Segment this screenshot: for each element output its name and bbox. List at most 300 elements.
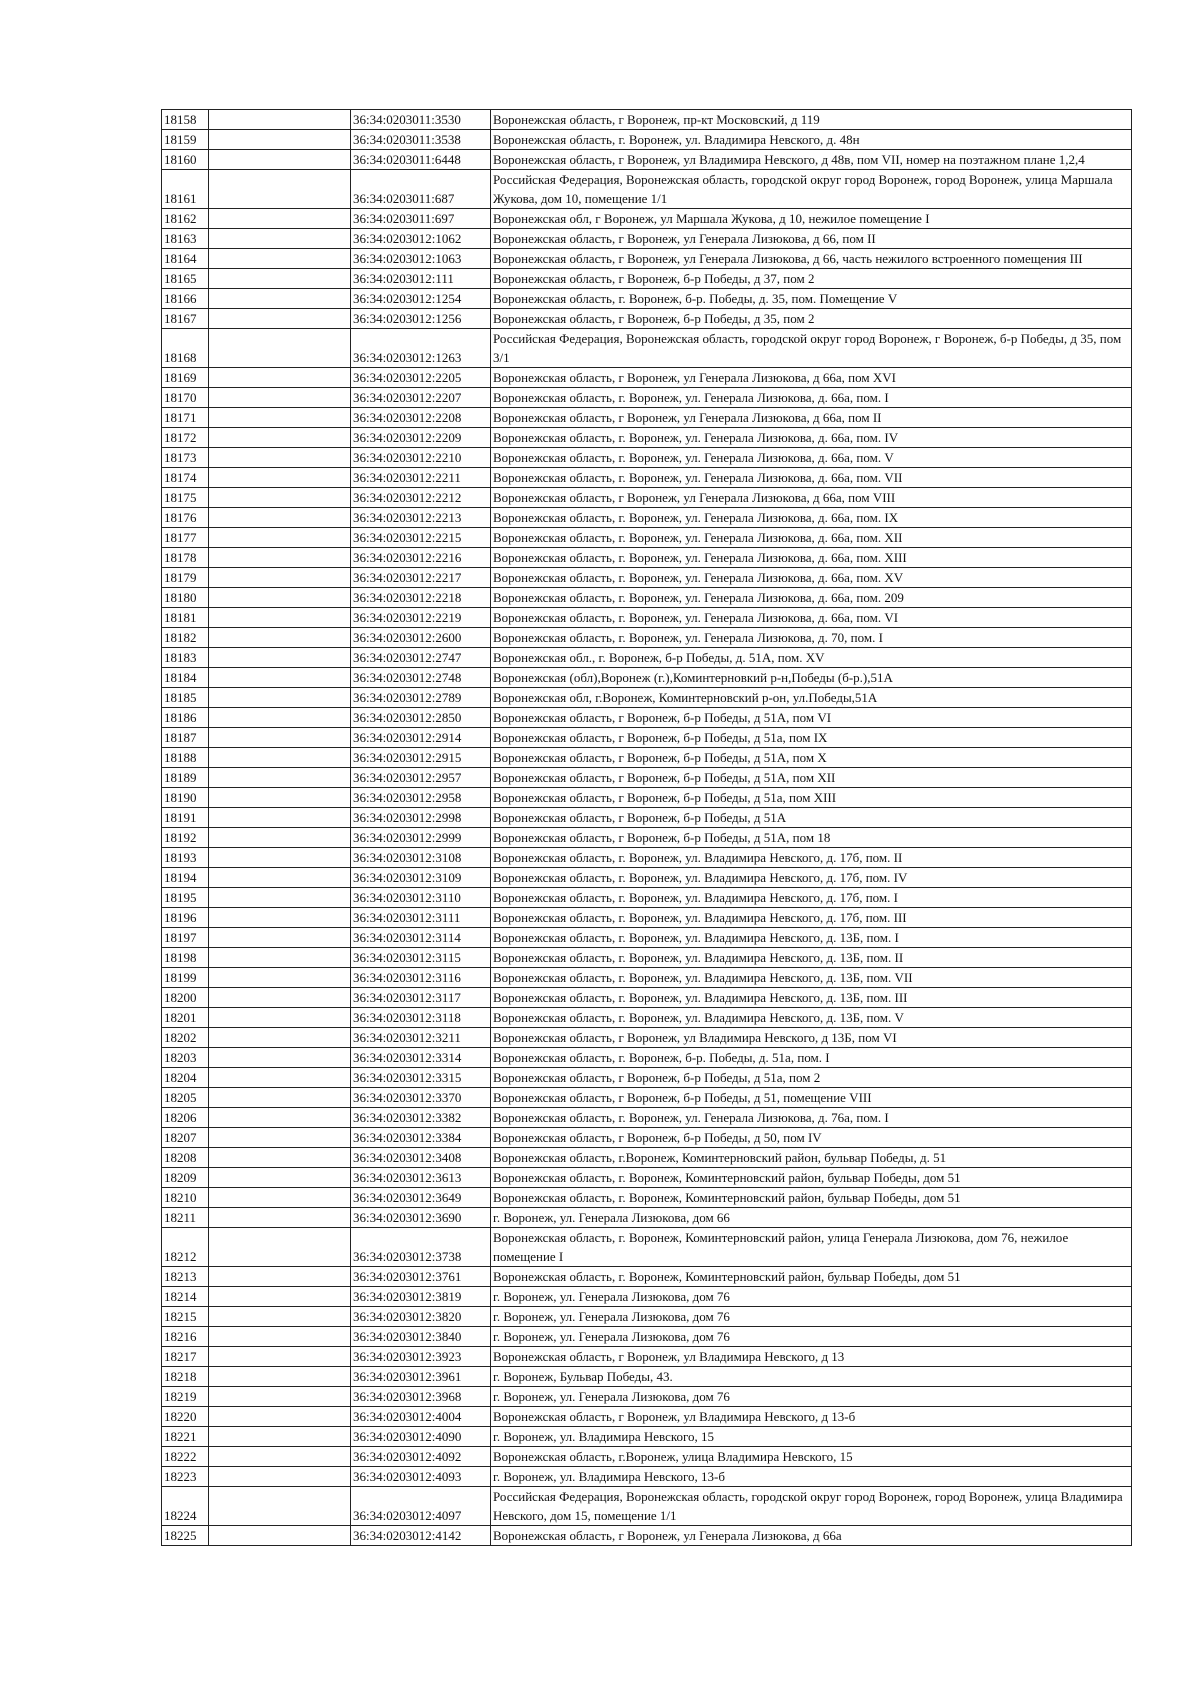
cadastral-number-cell: 36:34:0203012:2218 — [351, 588, 491, 608]
address-cell: Воронежская область, г.Воронеж, улица Владимира Невского, 15 — [491, 1447, 1132, 1467]
address-cell: Воронежская область, г. Воронеж, ул. Генерала Лизюкова, д. 66а, пом. IV — [491, 428, 1132, 448]
row-number-cell: 18177 — [162, 528, 209, 548]
table-row — [162, 309, 1132, 329]
cadastral-number-cell: 36:34:0203012:3761 — [351, 1267, 491, 1287]
cadastral-number-cell: 36:34:0203012:3382 — [351, 1108, 491, 1128]
table-row — [162, 110, 1132, 130]
empty-cell — [209, 548, 351, 568]
cadastral-number-cell: 36:34:0203012:2209 — [351, 428, 491, 448]
cadastral-number-cell: 36:34:0203012:2219 — [351, 608, 491, 628]
row-number-cell: 18221 — [162, 1427, 209, 1447]
property-registry-table — [161, 109, 1132, 1546]
row-number-cell: 18218 — [162, 1367, 209, 1387]
table-row — [162, 1208, 1132, 1228]
row-number-cell: 18164 — [162, 249, 209, 269]
cadastral-number-cell: 36:34:0203012:3117 — [351, 988, 491, 1008]
table-row — [162, 170, 1132, 209]
address-cell: г. Воронеж, ул. Владимира Невского, 13-б — [491, 1467, 1132, 1487]
empty-cell — [209, 848, 351, 868]
cadastral-number-cell: 36:34:0203012:3110 — [351, 888, 491, 908]
cadastral-number-cell: 36:34:0203012:2850 — [351, 708, 491, 728]
cadastral-number-cell: 36:34:0203012:3840 — [351, 1327, 491, 1347]
cadastral-number-cell: 36:34:0203012:3384 — [351, 1128, 491, 1148]
row-number-cell: 18184 — [162, 668, 209, 688]
cadastral-number-cell: 36:34:0203012:4097 — [351, 1487, 491, 1526]
address-cell: г. Воронеж, Бульвар Победы, 43. — [491, 1367, 1132, 1387]
row-number-cell: 18193 — [162, 848, 209, 868]
address-cell: Воронежская область, г. Воронеж, ул. Генерала Лизюкова, д. 66а, пом. VII — [491, 468, 1132, 488]
address-cell: г. Воронеж, ул. Генерала Лизюкова, дом 76 — [491, 1387, 1132, 1407]
cadastral-number-cell: 36:34:0203012:3116 — [351, 968, 491, 988]
cadastral-number-cell: 36:34:0203012:1254 — [351, 289, 491, 309]
address-cell: Воронежская область, г. Воронеж, ул. Генерала Лизюкова, д. 76а, пом. I — [491, 1108, 1132, 1128]
table-row — [162, 408, 1132, 428]
cadastral-number-cell: 36:34:0203011:697 — [351, 209, 491, 229]
address-cell: Воронежская область, г. Воронеж, Коминтерновский район, бульвар Победы, дом 51 — [491, 1188, 1132, 1208]
row-number-cell: 18188 — [162, 748, 209, 768]
address-cell: Воронежская область, г Воронеж, б-р Победы, д 35, пом 2 — [491, 309, 1132, 329]
empty-cell — [209, 728, 351, 748]
address-cell: Воронежская область, г. Воронеж, ул. Владимира Невского, д. 13Б, пом. III — [491, 988, 1132, 1008]
cadastral-number-cell: 36:34:0203012:2216 — [351, 548, 491, 568]
row-number-cell: 18210 — [162, 1188, 209, 1208]
table-row — [162, 1367, 1132, 1387]
row-number-cell: 18173 — [162, 448, 209, 468]
address-cell: Воронежская область, г Воронеж, ул Генерала Лизюкова, д 66а, пом II — [491, 408, 1132, 428]
cadastral-number-cell: 36:34:0203012:3315 — [351, 1068, 491, 1088]
row-number-cell: 18183 — [162, 648, 209, 668]
table-row — [162, 428, 1132, 448]
address-cell: Воронежская область, г Воронеж, б-р Победы, д 51, помещение VIII — [491, 1088, 1132, 1108]
empty-cell — [209, 289, 351, 309]
cadastral-number-cell: 36:34:0203012:1256 — [351, 309, 491, 329]
empty-cell — [209, 508, 351, 528]
cadastral-number-cell: 36:34:0203012:3820 — [351, 1307, 491, 1327]
table-row — [162, 150, 1132, 170]
empty-cell — [209, 1347, 351, 1367]
cadastral-number-cell: 36:34:0203012:3613 — [351, 1168, 491, 1188]
cadastral-number-cell: 36:34:0203012:1063 — [351, 249, 491, 269]
empty-cell — [209, 948, 351, 968]
table-row — [162, 388, 1132, 408]
row-number-cell: 18206 — [162, 1108, 209, 1128]
row-number-cell: 18215 — [162, 1307, 209, 1327]
address-cell: Воронежская обл, г Воронеж, ул Маршала Жукова, д 10, нежилое помещение I — [491, 209, 1132, 229]
cadastral-number-cell: 36:34:0203011:687 — [351, 170, 491, 209]
empty-cell — [209, 988, 351, 1008]
empty-cell — [209, 1427, 351, 1447]
row-number-cell: 18185 — [162, 688, 209, 708]
empty-cell — [209, 928, 351, 948]
address-cell: Воронежская область, г Воронеж, б-р Победы, д 51А, пом VI — [491, 708, 1132, 728]
address-cell: Воронежская область, г. Воронеж, б-р. Победы, д. 51а, пом. I — [491, 1048, 1132, 1068]
address-cell: Воронежская область, г. Воронеж, ул. Генерала Лизюкова, д. 66а, пом. XII — [491, 528, 1132, 548]
cadastral-number-cell: 36:34:0203012:2914 — [351, 728, 491, 748]
address-cell: Воронежская область, г. Воронеж, ул. Генерала Лизюкова, д. 66а, пом. IX — [491, 508, 1132, 528]
row-number-cell: 18196 — [162, 908, 209, 928]
table-row — [162, 468, 1132, 488]
table-row — [162, 1327, 1132, 1347]
row-number-cell: 18180 — [162, 588, 209, 608]
table-row — [162, 1008, 1132, 1028]
empty-cell — [209, 1188, 351, 1208]
empty-cell — [209, 968, 351, 988]
registry-body — [162, 110, 1132, 1546]
empty-cell — [209, 269, 351, 289]
address-cell: Воронежская область, г. Воронеж, ул. Владимира Невского, д. 13Б, пом. V — [491, 1008, 1132, 1028]
table-row — [162, 888, 1132, 908]
table-row — [162, 668, 1132, 688]
empty-cell — [209, 1407, 351, 1427]
table-row — [162, 808, 1132, 828]
row-number-cell: 18162 — [162, 209, 209, 229]
empty-cell — [209, 1287, 351, 1307]
empty-cell — [209, 1108, 351, 1128]
empty-cell — [209, 468, 351, 488]
empty-cell — [209, 1168, 351, 1188]
address-cell: Российская Федерация, Воронежская область, городской округ город Воронеж, г Воронеж, б-р Победы, д 35, пом 3/1 — [491, 329, 1132, 368]
row-number-cell: 18168 — [162, 329, 209, 368]
cadastral-number-cell: 36:34:0203012:3923 — [351, 1347, 491, 1367]
empty-cell — [209, 1467, 351, 1487]
table-row — [162, 1228, 1132, 1267]
address-cell: Воронежская область, г. Воронеж, ул. Владимира Невского, д. 17б, пом. II — [491, 848, 1132, 868]
table-row — [162, 488, 1132, 508]
cadastral-number-cell: 36:34:0203011:3538 — [351, 130, 491, 150]
empty-cell — [209, 788, 351, 808]
table-row — [162, 1188, 1132, 1208]
row-number-cell: 18219 — [162, 1387, 209, 1407]
row-number-cell: 18170 — [162, 388, 209, 408]
row-number-cell: 18197 — [162, 928, 209, 948]
empty-cell — [209, 229, 351, 249]
address-cell: Воронежская область, г Воронеж, б-р Победы, д 51А, пом XII — [491, 768, 1132, 788]
empty-cell — [209, 448, 351, 468]
address-cell: Воронежская область, г Воронеж, ул Генерала Лизюкова, д 66а, пом VIII — [491, 488, 1132, 508]
table-row — [162, 269, 1132, 289]
table-row — [162, 848, 1132, 868]
empty-cell — [209, 708, 351, 728]
row-number-cell: 18161 — [162, 170, 209, 209]
empty-cell — [209, 428, 351, 448]
table-row — [162, 1128, 1132, 1148]
cadastral-number-cell: 36:34:0203012:2213 — [351, 508, 491, 528]
address-cell: Воронежская область, г Воронеж, ул Владимира Невского, д 48в, пом VII, номер на поэтажном плане 1,2,4 — [491, 150, 1132, 170]
cadastral-number-cell: 36:34:0203012:111 — [351, 269, 491, 289]
cadastral-number-cell: 36:34:0203012:3111 — [351, 908, 491, 928]
address-cell: Воронежская область, г Воронеж, ул Генерала Лизюкова, д 66а — [491, 1526, 1132, 1546]
table-row — [162, 588, 1132, 608]
address-cell: Воронежская область, г. Воронеж, ул. Владимира Невского, д. 17б, пом. IV — [491, 868, 1132, 888]
empty-cell — [209, 209, 351, 229]
row-number-cell: 18205 — [162, 1088, 209, 1108]
empty-cell — [209, 408, 351, 428]
empty-cell — [209, 1068, 351, 1088]
empty-cell — [209, 329, 351, 368]
address-cell: Воронежская область, г. Воронеж, ул. Владимира Невского, д. 13Б, пом. II — [491, 948, 1132, 968]
table-row — [162, 908, 1132, 928]
address-cell: Воронежская область, г Воронеж, пр-кт Московский, д 119 — [491, 110, 1132, 130]
cadastral-number-cell: 36:34:0203012:2958 — [351, 788, 491, 808]
address-cell: Воронежская область, г Воронеж, ул Владимира Невского, д 13Б, пом VI — [491, 1028, 1132, 1048]
row-number-cell: 18202 — [162, 1028, 209, 1048]
empty-cell — [209, 568, 351, 588]
row-number-cell: 18169 — [162, 368, 209, 388]
address-cell: Воронежская область, г. Воронеж, Коминтерновский район, улица Генерала Лизюкова, дом 76, нежилое помещение I — [491, 1228, 1132, 1267]
row-number-cell: 18207 — [162, 1128, 209, 1148]
empty-cell — [209, 1387, 351, 1407]
empty-cell — [209, 1327, 351, 1347]
table-row — [162, 548, 1132, 568]
cadastral-number-cell: 36:34:0203012:2915 — [351, 748, 491, 768]
row-number-cell: 18181 — [162, 608, 209, 628]
row-number-cell: 18217 — [162, 1347, 209, 1367]
row-number-cell: 18195 — [162, 888, 209, 908]
cadastral-number-cell: 36:34:0203012:3649 — [351, 1188, 491, 1208]
empty-cell — [209, 628, 351, 648]
address-cell: Воронежская область, г. Воронеж, Коминтерновский район, бульвар Победы, дом 51 — [491, 1168, 1132, 1188]
row-number-cell: 18224 — [162, 1487, 209, 1526]
table-row — [162, 1148, 1132, 1168]
table-row — [162, 130, 1132, 150]
empty-cell — [209, 249, 351, 269]
row-number-cell: 18174 — [162, 468, 209, 488]
row-number-cell: 18172 — [162, 428, 209, 448]
table-row — [162, 568, 1132, 588]
address-cell: Российская Федерация, Воронежская область, городской округ город Воронеж, город Воронеж, улица Владимира Невского, дом 15, помещение 1/1 — [491, 1487, 1132, 1526]
row-number-cell: 18225 — [162, 1526, 209, 1546]
cadastral-number-cell: 36:34:0203012:2215 — [351, 528, 491, 548]
cadastral-number-cell: 36:34:0203012:3690 — [351, 1208, 491, 1228]
table-row — [162, 508, 1132, 528]
table-row — [162, 1427, 1132, 1447]
cadastral-number-cell: 36:34:0203012:2748 — [351, 668, 491, 688]
empty-cell — [209, 150, 351, 170]
empty-cell — [209, 808, 351, 828]
address-cell: Воронежская область, г Воронеж, б-р Победы, д 51а, пом XIII — [491, 788, 1132, 808]
row-number-cell: 18208 — [162, 1148, 209, 1168]
address-cell: г. Воронеж, ул. Генерала Лизюкова, дом 76 — [491, 1307, 1132, 1327]
cadastral-number-cell: 36:34:0203012:3114 — [351, 928, 491, 948]
row-number-cell: 18159 — [162, 130, 209, 150]
cadastral-number-cell: 36:34:0203012:3314 — [351, 1048, 491, 1068]
address-cell: г. Воронеж, ул. Генерала Лизюкова, дом 76 — [491, 1327, 1132, 1347]
cadastral-number-cell: 36:34:0203012:2747 — [351, 648, 491, 668]
row-number-cell: 18192 — [162, 828, 209, 848]
empty-cell — [209, 748, 351, 768]
table-row — [162, 628, 1132, 648]
address-cell: Воронежская область, г. Воронеж, Коминтерновский район, бульвар Победы, дом 51 — [491, 1267, 1132, 1287]
empty-cell — [209, 1487, 351, 1526]
table-row — [162, 1108, 1132, 1128]
empty-cell — [209, 1008, 351, 1028]
row-number-cell: 18186 — [162, 708, 209, 728]
row-number-cell: 18160 — [162, 150, 209, 170]
cadastral-number-cell: 36:34:0203012:2957 — [351, 768, 491, 788]
row-number-cell: 18167 — [162, 309, 209, 329]
row-number-cell: 18204 — [162, 1068, 209, 1088]
row-number-cell: 18199 — [162, 968, 209, 988]
empty-cell — [209, 1088, 351, 1108]
table-row — [162, 608, 1132, 628]
address-cell: Воронежская обл., г. Воронеж, б-р Победы, д. 51А, пом. XV — [491, 648, 1132, 668]
row-number-cell: 18163 — [162, 229, 209, 249]
empty-cell — [209, 588, 351, 608]
row-number-cell: 18158 — [162, 110, 209, 130]
table-row — [162, 828, 1132, 848]
cadastral-number-cell: 36:34:0203012:3108 — [351, 848, 491, 868]
address-cell: Воронежская область, г Воронеж, б-р Победы, д 51А, пом X — [491, 748, 1132, 768]
table-row — [162, 748, 1132, 768]
address-cell: Воронежская область, г. Воронеж, ул. Владимира Невского, д. 13Б, пом. I — [491, 928, 1132, 948]
empty-cell — [209, 1307, 351, 1327]
row-number-cell: 18187 — [162, 728, 209, 748]
cadastral-number-cell: 36:34:0203012:2212 — [351, 488, 491, 508]
address-cell: Воронежская область, г. Воронеж, ул. Генерала Лизюкова, д. 66а, пом. XV — [491, 568, 1132, 588]
cadastral-number-cell: 36:34:0203012:3115 — [351, 948, 491, 968]
empty-cell — [209, 1048, 351, 1068]
cadastral-number-cell: 36:34:0203012:2998 — [351, 808, 491, 828]
row-number-cell: 18222 — [162, 1447, 209, 1467]
empty-cell — [209, 1526, 351, 1546]
table-row — [162, 1447, 1132, 1467]
cadastral-number-cell: 36:34:0203012:2210 — [351, 448, 491, 468]
empty-cell — [209, 648, 351, 668]
cadastral-number-cell: 36:34:0203012:2211 — [351, 468, 491, 488]
table-row — [162, 868, 1132, 888]
table-row — [162, 1387, 1132, 1407]
address-cell: Воронежская область, г Воронеж, б-р Победы, д 37, пом 2 — [491, 269, 1132, 289]
cadastral-number-cell: 36:34:0203012:2600 — [351, 628, 491, 648]
address-cell: Воронежская область, г Воронеж, б-р Победы, д 51А — [491, 808, 1132, 828]
address-cell: г. Воронеж, ул. Генерала Лизюкова, дом 76 — [491, 1287, 1132, 1307]
row-number-cell: 18211 — [162, 1208, 209, 1228]
cadastral-number-cell: 36:34:0203012:2217 — [351, 568, 491, 588]
table-row — [162, 1028, 1132, 1048]
cadastral-number-cell: 36:34:0203012:4142 — [351, 1526, 491, 1546]
cadastral-number-cell: 36:34:0203012:3370 — [351, 1088, 491, 1108]
table-row — [162, 728, 1132, 748]
address-cell: Воронежская область, г Воронеж, б-р Победы, д 51а, пом IX — [491, 728, 1132, 748]
empty-cell — [209, 1447, 351, 1467]
table-row — [162, 968, 1132, 988]
row-number-cell: 18209 — [162, 1168, 209, 1188]
cadastral-number-cell: 36:34:0203012:3961 — [351, 1367, 491, 1387]
table-row — [162, 768, 1132, 788]
row-number-cell: 18213 — [162, 1267, 209, 1287]
address-cell: Воронежская область, г. Воронеж, ул. Владимира Невского, д. 48н — [491, 130, 1132, 150]
empty-cell — [209, 1228, 351, 1267]
empty-cell — [209, 368, 351, 388]
row-number-cell: 18212 — [162, 1228, 209, 1267]
address-cell: г. Воронеж, ул. Генерала Лизюкова, дом 66 — [491, 1208, 1132, 1228]
table-row — [162, 368, 1132, 388]
row-number-cell: 18182 — [162, 628, 209, 648]
empty-cell — [209, 388, 351, 408]
empty-cell — [209, 888, 351, 908]
row-number-cell: 18166 — [162, 289, 209, 309]
address-cell: Воронежская область, г. Воронеж, ул. Генерала Лизюкова, д. 66а, пом. XIII — [491, 548, 1132, 568]
table-row — [162, 528, 1132, 548]
cadastral-number-cell: 36:34:0203012:1263 — [351, 329, 491, 368]
address-cell: Воронежская область, г Воронеж, ул Владимира Невского, д 13 — [491, 1347, 1132, 1367]
empty-cell — [209, 688, 351, 708]
table-row — [162, 329, 1132, 368]
empty-cell — [209, 1267, 351, 1287]
table-row — [162, 928, 1132, 948]
table-row — [162, 988, 1132, 1008]
address-cell: Воронежская (обл),Воронеж (г.),Коминтерновкий р-н,Победы (б-р.),51А — [491, 668, 1132, 688]
cadastral-number-cell: 36:34:0203012:3408 — [351, 1148, 491, 1168]
row-number-cell: 18201 — [162, 1008, 209, 1028]
row-number-cell: 18176 — [162, 508, 209, 528]
row-number-cell: 18203 — [162, 1048, 209, 1068]
cadastral-number-cell: 36:34:0203012:2205 — [351, 368, 491, 388]
row-number-cell: 18171 — [162, 408, 209, 428]
empty-cell — [209, 309, 351, 329]
row-number-cell: 18189 — [162, 768, 209, 788]
address-cell: Воронежская область, г. Воронеж, ул. Генерала Лизюкова, д. 66а, пом. 209 — [491, 588, 1132, 608]
table-row — [162, 1526, 1132, 1546]
address-cell: Воронежская область, г Воронеж, б-р Победы, д 51А, пом 18 — [491, 828, 1132, 848]
cadastral-number-cell: 36:34:0203012:3968 — [351, 1387, 491, 1407]
empty-cell — [209, 130, 351, 150]
row-number-cell: 18194 — [162, 868, 209, 888]
address-cell: Воронежская область, г Воронеж, б-р Победы, д 50, пом IV — [491, 1128, 1132, 1148]
table-row — [162, 229, 1132, 249]
cadastral-number-cell: 36:34:0203012:2999 — [351, 828, 491, 848]
table-row — [162, 1467, 1132, 1487]
table-row — [162, 1347, 1132, 1367]
address-cell: Воронежская область, г. Воронеж, ул. Генерала Лизюкова, д. 66а, пом. VI — [491, 608, 1132, 628]
address-cell: Воронежская область, г. Воронеж, ул. Генерала Лизюкова, д. 66а, пом. V — [491, 448, 1132, 468]
cadastral-number-cell: 36:34:0203012:3738 — [351, 1228, 491, 1267]
empty-cell — [209, 1208, 351, 1228]
row-number-cell: 18200 — [162, 988, 209, 1008]
row-number-cell: 18216 — [162, 1327, 209, 1347]
row-number-cell: 18165 — [162, 269, 209, 289]
empty-cell — [209, 110, 351, 130]
empty-cell — [209, 608, 351, 628]
address-cell: г. Воронеж, ул. Владимира Невского, 15 — [491, 1427, 1132, 1447]
table-row — [162, 948, 1132, 968]
empty-cell — [209, 488, 351, 508]
address-cell: Воронежская область, г Воронеж, ул Генерала Лизюкова, д 66а, пом XVI — [491, 368, 1132, 388]
empty-cell — [209, 170, 351, 209]
cadastral-number-cell: 36:34:0203011:6448 — [351, 150, 491, 170]
row-number-cell: 18214 — [162, 1287, 209, 1307]
empty-cell — [209, 528, 351, 548]
empty-cell — [209, 908, 351, 928]
table-row — [162, 1287, 1132, 1307]
table-row — [162, 209, 1132, 229]
cadastral-number-cell: 36:34:0203012:1062 — [351, 229, 491, 249]
cadastral-number-cell: 36:34:0203012:2207 — [351, 388, 491, 408]
table-row — [162, 708, 1132, 728]
cadastral-number-cell: 36:34:0203012:3819 — [351, 1287, 491, 1307]
empty-cell — [209, 768, 351, 788]
table-row — [162, 788, 1132, 808]
table-row — [162, 1407, 1132, 1427]
empty-cell — [209, 1367, 351, 1387]
address-cell: Воронежская область, г. Воронеж, ул. Владимира Невского, д. 13Б, пом. VII — [491, 968, 1132, 988]
row-number-cell: 18190 — [162, 788, 209, 808]
address-cell: Российская Федерация, Воронежская область, городской округ город Воронеж, город Воронеж, улица Маршала Жукова, дом 10, помещение 1/1 — [491, 170, 1132, 209]
address-cell: Воронежская область, г Воронеж, ул Владимира Невского, д 13-б — [491, 1407, 1132, 1427]
table-row — [162, 1487, 1132, 1526]
address-cell: Воронежская область, г. Воронеж, ул. Владимира Невского, д. 17б, пом. III — [491, 908, 1132, 928]
table-row — [162, 648, 1132, 668]
